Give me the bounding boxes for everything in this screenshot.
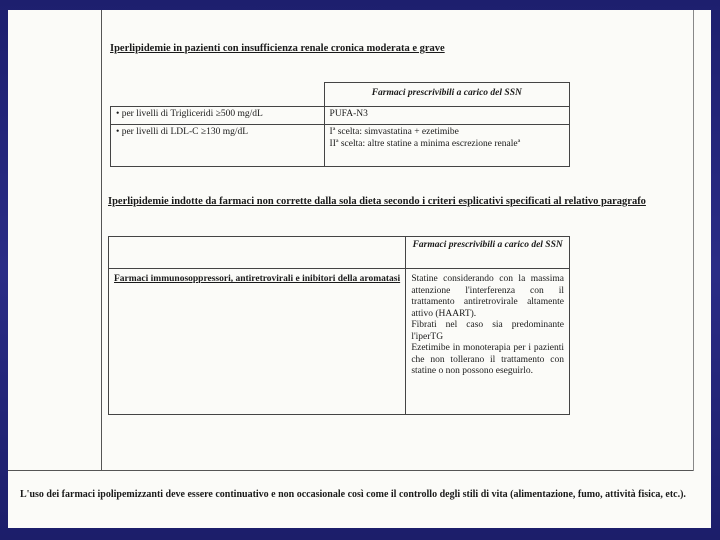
condition-cell: • per livelli di LDL-C ≥130 mg/dL [111, 125, 325, 167]
condition-cell: • per livelli di Trigliceridi ≥500 mg/dL [111, 107, 325, 125]
empty-header-cell [109, 237, 406, 269]
section2-table-header: Farmaci prescrivibili a carico del SSN [406, 237, 570, 269]
section1-title: Iperlipidemie in pazienti con insufficienza renale cronica moderata e grave [110, 43, 445, 54]
margin-line-vertical [101, 10, 102, 470]
margin-line-right [693, 10, 694, 471]
table-row [111, 107, 570, 125]
drugs-cell: Statine considerando con la massima attenzione l'interferenza con il trattamento antiretrovirale altamente attivo (HAART). Fibrati nel caso sia predominante l'iperTG Ezetimibe in monoterapia per i pazienti che non tollerano il trattamento con statine o non possono eseguirlo. [406, 269, 570, 415]
section2-table [108, 236, 570, 415]
footer-note: L'uso dei farmaci ipolipemizzanti deve essere continuativo e non occasionale così come il controllo degli stili di vita (alimentazione, fumo, attività fisica, etc.). [20, 489, 686, 500]
table-row [111, 125, 570, 167]
document-page [8, 10, 711, 528]
condition-cell: Farmaci immunosoppressori, antiretrovirali e inibitori della aromatasi [109, 269, 406, 415]
drugs-cell: Iª scelta: simvastatina + ezetimibe IIª scelta: altre statine a minima escrezione renaleª [324, 125, 569, 167]
section1-table-header: Farmaci prescrivibili a carico del SSN [324, 83, 569, 107]
section1-table [110, 82, 570, 167]
empty-header-cell [111, 83, 325, 107]
table-row [109, 269, 570, 415]
drugs-cell: PUFA-N3 [324, 107, 569, 125]
margin-line-horizontal [8, 470, 693, 471]
section2-title: Iperlipidemie indotte da farmaci non corrette dalla sola dieta secondo i criteri esplicativi specificati al relativo paragrafo [108, 196, 646, 207]
